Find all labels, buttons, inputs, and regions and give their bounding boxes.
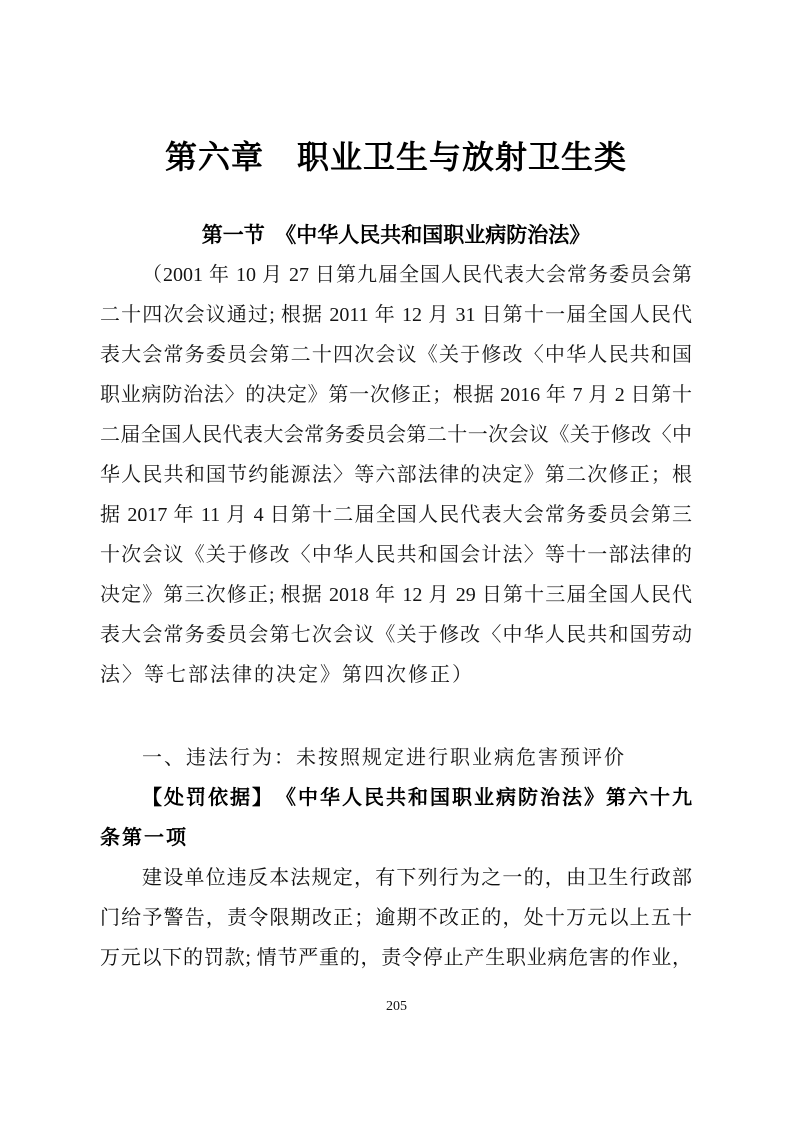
section-title: 第一节 《中华人民共和国职业病防治法》 — [201, 224, 591, 247]
page-content — [100, 0, 692, 978]
violation-heading: 一、违法行为：未按照规定进行职业病危害预评价 — [142, 747, 626, 769]
penalty-basis-heading — [100, 778, 692, 858]
page-number: 205 — [386, 999, 407, 1014]
preamble-line: （2001 年 10 月 27 日第九届全国人民代表大会常务委员会第 — [142, 264, 692, 286]
preamble-paragraph — [100, 255, 692, 695]
penalty-line: 建设单位违反本法规定，有下列行为之一的，由卫生行政部 — [142, 867, 692, 889]
preamble-line: 华人民共和国节约能源法〉等六部法律的决定》第二次修正；根 — [100, 464, 692, 486]
preamble-line: 职业病防治法〉的决定》第一次修正；根据 2016 年 7 月 2 日第十 — [100, 384, 692, 406]
penalty-basis-line: 条第一项 — [100, 827, 188, 849]
preamble-line: 表大会常务委员会第七次会议《关于修改〈中华人民共和国劳动 — [100, 624, 692, 646]
penalty-basis-line: 【处罚依据】 《中华人民共和国职业病防治法》第六十九 — [142, 787, 692, 809]
preamble-line: 二十四次会议通过; 根据 2011 年 12 月 31 日第十一届全国人民代 — [100, 304, 692, 326]
chapter-title: 第六章 职业卫生与放射卫生类 — [164, 139, 627, 175]
preamble-line: 决定》第三次修正; 根据 2018 年 12 月 29 日第十三届全国人民代 — [100, 584, 692, 606]
preamble-line: 二届全国人民代表大会常务委员会第二十一次会议《关于修改〈中 — [100, 424, 692, 446]
preamble-line: 据 2017 年 11 月 4 日第十二届全国人民代表大会常务委员会第三 — [100, 504, 692, 526]
preamble-line: 法〉等七部法律的决定》第四次修正） — [100, 664, 474, 686]
preamble-line: 表大会常务委员会第二十四次会议《关于修改〈中华人民共和国 — [100, 344, 692, 366]
penalty-paragraph — [100, 858, 692, 978]
penalty-line: 门给予警告，责令限期改正；逾期不改正的，处十万元以上五十 — [100, 907, 692, 929]
penalty-line: 万元以下的罚款; 情节严重的，责令停止产生职业病危害的作业， — [100, 947, 692, 969]
preamble-line: 十次会议《关于修改〈中华人民共和国会计法〉等十一部法律的 — [100, 544, 692, 566]
